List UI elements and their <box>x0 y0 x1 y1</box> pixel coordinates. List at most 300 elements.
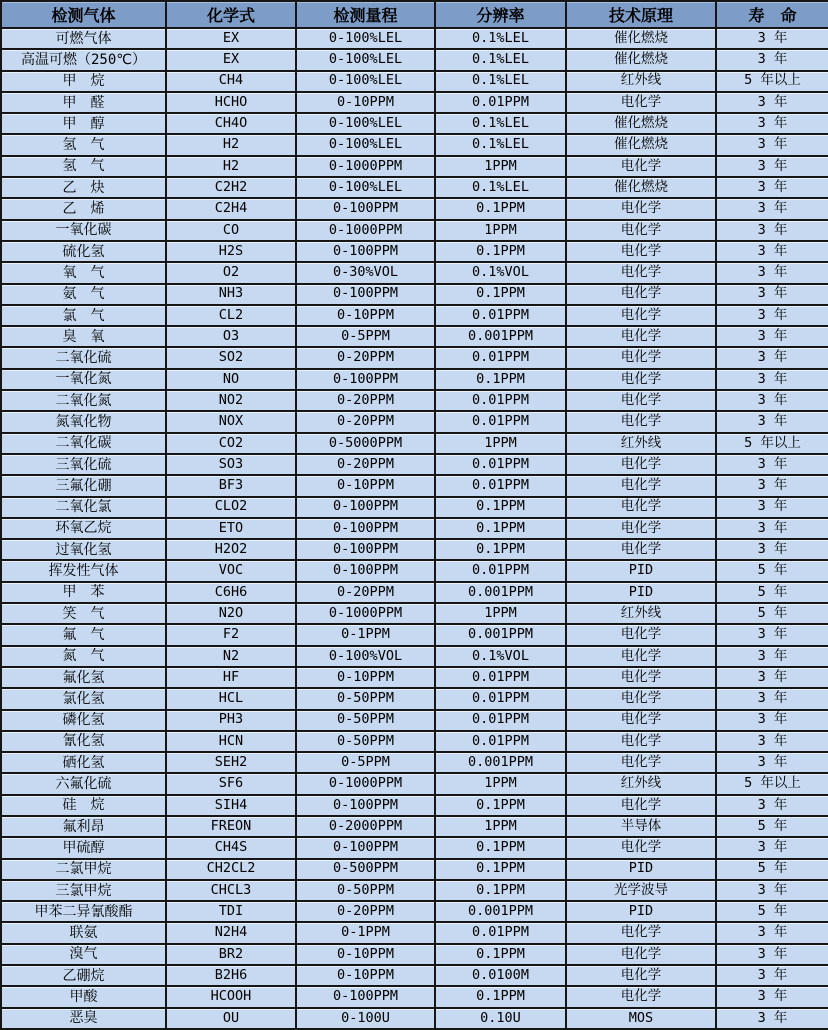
table-row <box>1 1008 828 1029</box>
cell-resolution: 0.01PPM <box>435 560 566 581</box>
cell-principle: 电化学 <box>566 965 716 986</box>
cell-principle: 电化学 <box>566 156 716 177</box>
cell-range: 0-100%LEL <box>296 177 435 198</box>
cell-range: 0-100PPM <box>296 986 435 1007</box>
cell-formula: SF6 <box>166 773 296 794</box>
cell-range: 0-100PPM <box>296 284 435 305</box>
cell-principle: 催化燃烧 <box>566 134 716 155</box>
cell-gas: 过氧化氢 <box>1 539 166 560</box>
cell-principle: 光学波导 <box>566 880 716 901</box>
cell-resolution: 1PPM <box>435 603 566 624</box>
table-row <box>1 965 828 986</box>
cell-principle: MOS <box>566 1008 716 1029</box>
cell-resolution: 0.001PPM <box>435 326 566 347</box>
cell-lifespan: 5 年以上 <box>716 71 828 92</box>
cell-range: 0-20PPM <box>296 390 435 411</box>
cell-lifespan: 3 年 <box>716 411 828 432</box>
cell-range: 0-50PPM <box>296 710 435 731</box>
table-row <box>1 539 828 560</box>
cell-formula: N2H4 <box>166 922 296 943</box>
cell-gas: 甲酸 <box>1 986 166 1007</box>
cell-range: 0-1PPM <box>296 922 435 943</box>
cell-formula: H2O2 <box>166 539 296 560</box>
cell-principle: 电化学 <box>566 284 716 305</box>
cell-resolution: 0.1PPM <box>435 497 566 518</box>
table-row <box>1 411 828 432</box>
cell-gas: 氧 气 <box>1 262 166 283</box>
table-row <box>1 156 828 177</box>
cell-formula: CH4S <box>166 837 296 858</box>
cell-range: 0-5PPM <box>296 326 435 347</box>
cell-resolution: 0.1PPM <box>435 241 566 262</box>
cell-formula: H2S <box>166 241 296 262</box>
cell-formula: BR2 <box>166 944 296 965</box>
cell-formula: HCHO <box>166 92 296 113</box>
table-row <box>1 752 828 773</box>
cell-gas: 氮 气 <box>1 646 166 667</box>
cell-lifespan: 3 年 <box>716 944 828 965</box>
cell-gas: 乙 炔 <box>1 177 166 198</box>
cell-lifespan: 3 年 <box>716 241 828 262</box>
cell-lifespan: 3 年 <box>716 752 828 773</box>
cell-principle: 电化学 <box>566 454 716 475</box>
cell-gas: 氯 气 <box>1 305 166 326</box>
cell-principle: 电化学 <box>566 710 716 731</box>
column-header-principle: 技术原理 <box>566 1 716 28</box>
cell-lifespan: 3 年 <box>716 965 828 986</box>
table-row <box>1 837 828 858</box>
cell-resolution: 0.1PPM <box>435 880 566 901</box>
cell-lifespan: 3 年 <box>716 624 828 645</box>
cell-range: 0-100PPM <box>296 241 435 262</box>
cell-lifespan: 3 年 <box>716 454 828 475</box>
cell-formula: CH4O <box>166 113 296 134</box>
table-row <box>1 220 828 241</box>
cell-principle: 电化学 <box>566 92 716 113</box>
cell-formula: CO2 <box>166 433 296 454</box>
cell-principle: PID <box>566 560 716 581</box>
cell-formula: NO <box>166 369 296 390</box>
cell-resolution: 0.01PPM <box>435 667 566 688</box>
table-row <box>1 326 828 347</box>
table-row <box>1 986 828 1007</box>
cell-range: 0-20PPM <box>296 347 435 368</box>
table-row <box>1 880 828 901</box>
cell-gas: 氟化氢 <box>1 667 166 688</box>
cell-range: 0-100PPM <box>296 369 435 390</box>
cell-gas: 二氧化氮 <box>1 390 166 411</box>
cell-principle: 电化学 <box>566 262 716 283</box>
cell-range: 0-10PPM <box>296 305 435 326</box>
cell-lifespan: 3 年 <box>716 177 828 198</box>
cell-gas: 三氟化硼 <box>1 475 166 496</box>
cell-lifespan: 3 年 <box>716 475 828 496</box>
cell-range: 0-100U <box>296 1008 435 1029</box>
cell-lifespan: 3 年 <box>716 134 828 155</box>
cell-principle: 催化燃烧 <box>566 177 716 198</box>
cell-range: 0-100PPM <box>296 560 435 581</box>
cell-formula: F2 <box>166 624 296 645</box>
table-row <box>1 795 828 816</box>
header-row <box>1 1 828 28</box>
cell-lifespan: 3 年 <box>716 347 828 368</box>
cell-resolution: 0.1%LEL <box>435 49 566 70</box>
cell-gas: 氢 气 <box>1 156 166 177</box>
cell-lifespan: 3 年 <box>716 710 828 731</box>
table-row <box>1 901 828 922</box>
cell-principle: 电化学 <box>566 667 716 688</box>
table-row <box>1 347 828 368</box>
cell-formula: SEH2 <box>166 752 296 773</box>
cell-formula: CL2 <box>166 305 296 326</box>
cell-resolution: 0.1%VOL <box>435 646 566 667</box>
table-row <box>1 284 828 305</box>
cell-lifespan: 3 年 <box>716 198 828 219</box>
cell-range: 0-5000PPM <box>296 433 435 454</box>
cell-lifespan: 3 年 <box>716 795 828 816</box>
table-row <box>1 28 828 49</box>
cell-range: 0-100PPM <box>296 539 435 560</box>
cell-resolution: 0.01PPM <box>435 92 566 113</box>
table-row <box>1 624 828 645</box>
cell-range: 0-20PPM <box>296 411 435 432</box>
cell-formula: HCN <box>166 731 296 752</box>
cell-gas: 硫化氢 <box>1 241 166 262</box>
cell-lifespan: 3 年 <box>716 284 828 305</box>
cell-lifespan: 5 年以上 <box>716 433 828 454</box>
table-row <box>1 497 828 518</box>
cell-range: 0-2000PPM <box>296 816 435 837</box>
cell-resolution: 0.1PPM <box>435 539 566 560</box>
cell-resolution: 0.1PPM <box>435 986 566 1007</box>
cell-range: 0-100%VOL <box>296 646 435 667</box>
cell-lifespan: 3 年 <box>716 667 828 688</box>
cell-resolution: 0.0100M <box>435 965 566 986</box>
cell-gas: 甲 烷 <box>1 71 166 92</box>
table-row <box>1 262 828 283</box>
cell-range: 0-100%LEL <box>296 71 435 92</box>
cell-gas: 氨 气 <box>1 284 166 305</box>
cell-formula: OU <box>166 1008 296 1029</box>
cell-resolution: 0.1PPM <box>435 518 566 539</box>
cell-lifespan: 5 年 <box>716 816 828 837</box>
cell-formula: TDI <box>166 901 296 922</box>
cell-lifespan: 3 年 <box>716 390 828 411</box>
table-row <box>1 92 828 113</box>
column-header-resolution: 分辨率 <box>435 1 566 28</box>
cell-principle: 电化学 <box>566 326 716 347</box>
cell-lifespan: 3 年 <box>716 1008 828 1029</box>
cell-gas: 三氯甲烷 <box>1 880 166 901</box>
cell-principle: 电化学 <box>566 305 716 326</box>
cell-lifespan: 5 年 <box>716 582 828 603</box>
cell-lifespan: 3 年 <box>716 113 828 134</box>
cell-range: 0-1000PPM <box>296 603 435 624</box>
cell-formula: NO2 <box>166 390 296 411</box>
cell-range: 0-5PPM <box>296 752 435 773</box>
cell-formula: FREON <box>166 816 296 837</box>
cell-gas: 挥发性气体 <box>1 560 166 581</box>
cell-gas: 二氧化碳 <box>1 433 166 454</box>
table-body <box>1 28 828 1029</box>
cell-gas: 二氧化硫 <box>1 347 166 368</box>
cell-range: 0-1000PPM <box>296 156 435 177</box>
cell-formula: NOX <box>166 411 296 432</box>
cell-gas: 环氧乙烷 <box>1 518 166 539</box>
column-header-range: 检测量程 <box>296 1 435 28</box>
cell-gas: 溴气 <box>1 944 166 965</box>
cell-range: 0-100PPM <box>296 795 435 816</box>
table-row <box>1 688 828 709</box>
cell-range: 0-10PPM <box>296 965 435 986</box>
cell-resolution: 1PPM <box>435 433 566 454</box>
cell-lifespan: 3 年 <box>716 305 828 326</box>
cell-formula: PH3 <box>166 710 296 731</box>
table-row <box>1 944 828 965</box>
cell-principle: PID <box>566 859 716 880</box>
cell-gas: 可燃气体 <box>1 28 166 49</box>
cell-lifespan: 5 年 <box>716 901 828 922</box>
cell-principle: 电化学 <box>566 220 716 241</box>
table-row <box>1 113 828 134</box>
cell-lifespan: 3 年 <box>716 156 828 177</box>
cell-gas: 磷化氢 <box>1 710 166 731</box>
table-row <box>1 475 828 496</box>
cell-resolution: 0.10U <box>435 1008 566 1029</box>
cell-lifespan: 3 年 <box>716 880 828 901</box>
cell-lifespan: 3 年 <box>716 220 828 241</box>
cell-gas: 氟 气 <box>1 624 166 645</box>
column-header-gas: 检测气体 <box>1 1 166 28</box>
cell-principle: 催化燃烧 <box>566 49 716 70</box>
cell-principle: 电化学 <box>566 369 716 390</box>
cell-principle: 电化学 <box>566 837 716 858</box>
cell-resolution: 0.1%LEL <box>435 113 566 134</box>
table-row <box>1 241 828 262</box>
cell-lifespan: 5 年以上 <box>716 773 828 794</box>
cell-gas: 氮氧化物 <box>1 411 166 432</box>
cell-gas: 三氧化硫 <box>1 454 166 475</box>
table-row <box>1 134 828 155</box>
cell-range: 0-1000PPM <box>296 773 435 794</box>
cell-principle: 电化学 <box>566 986 716 1007</box>
table-row <box>1 773 828 794</box>
cell-lifespan: 3 年 <box>716 497 828 518</box>
cell-gas: 二氧化氯 <box>1 497 166 518</box>
cell-principle: 催化燃烧 <box>566 28 716 49</box>
cell-formula: O3 <box>166 326 296 347</box>
cell-lifespan: 3 年 <box>716 28 828 49</box>
cell-gas: 甲 醇 <box>1 113 166 134</box>
table-row <box>1 603 828 624</box>
cell-formula: SIH4 <box>166 795 296 816</box>
cell-lifespan: 3 年 <box>716 326 828 347</box>
cell-range: 0-500PPM <box>296 859 435 880</box>
cell-resolution: 0.001PPM <box>435 624 566 645</box>
column-header-formula: 化学式 <box>166 1 296 28</box>
table-row <box>1 390 828 411</box>
cell-resolution: 0.01PPM <box>435 305 566 326</box>
cell-resolution: 0.1PPM <box>435 859 566 880</box>
cell-resolution: 1PPM <box>435 220 566 241</box>
cell-formula: BF3 <box>166 475 296 496</box>
cell-resolution: 0.1PPM <box>435 198 566 219</box>
cell-resolution: 0.01PPM <box>435 411 566 432</box>
cell-formula: H2 <box>166 156 296 177</box>
cell-principle: 电化学 <box>566 497 716 518</box>
cell-formula: CO <box>166 220 296 241</box>
cell-resolution: 0.01PPM <box>435 347 566 368</box>
cell-range: 0-20PPM <box>296 454 435 475</box>
table-row <box>1 198 828 219</box>
cell-principle: 电化学 <box>566 646 716 667</box>
cell-gas: 一氧化氮 <box>1 369 166 390</box>
cell-principle: 电化学 <box>566 795 716 816</box>
cell-formula: CLO2 <box>166 497 296 518</box>
cell-formula: CH4 <box>166 71 296 92</box>
cell-gas: 氯化氢 <box>1 688 166 709</box>
cell-range: 0-100PPM <box>296 518 435 539</box>
cell-resolution: 1PPM <box>435 156 566 177</box>
cell-resolution: 0.01PPM <box>435 731 566 752</box>
cell-lifespan: 3 年 <box>716 539 828 560</box>
cell-principle: 红外线 <box>566 773 716 794</box>
cell-principle: 电化学 <box>566 688 716 709</box>
cell-lifespan: 3 年 <box>716 49 828 70</box>
cell-lifespan: 3 年 <box>716 922 828 943</box>
cell-range: 0-10PPM <box>296 475 435 496</box>
cell-lifespan: 3 年 <box>716 262 828 283</box>
cell-principle: 电化学 <box>566 624 716 645</box>
cell-gas: 乙 烯 <box>1 198 166 219</box>
cell-range: 0-50PPM <box>296 880 435 901</box>
cell-formula: EX <box>166 49 296 70</box>
cell-formula: CHCL3 <box>166 880 296 901</box>
cell-lifespan: 3 年 <box>716 518 828 539</box>
table-row <box>1 369 828 390</box>
cell-lifespan: 3 年 <box>716 369 828 390</box>
cell-principle: 红外线 <box>566 71 716 92</box>
cell-lifespan: 3 年 <box>716 731 828 752</box>
cell-resolution: 0.01PPM <box>435 922 566 943</box>
cell-principle: 电化学 <box>566 241 716 262</box>
cell-range: 0-20PPM <box>296 901 435 922</box>
cell-gas: 笑 气 <box>1 603 166 624</box>
cell-principle: 电化学 <box>566 518 716 539</box>
cell-gas: 甲 苯 <box>1 582 166 603</box>
cell-principle: 半导体 <box>566 816 716 837</box>
cell-gas: 高温可燃（250℃） <box>1 49 166 70</box>
cell-principle: 电化学 <box>566 944 716 965</box>
cell-gas: 联氨 <box>1 922 166 943</box>
cell-range: 0-100PPM <box>296 198 435 219</box>
cell-principle: 电化学 <box>566 752 716 773</box>
cell-principle: 电化学 <box>566 922 716 943</box>
cell-resolution: 0.1%LEL <box>435 71 566 92</box>
cell-formula: B2H6 <box>166 965 296 986</box>
cell-formula: EX <box>166 28 296 49</box>
column-header-lifespan: 寿 命 <box>716 1 828 28</box>
table-row <box>1 518 828 539</box>
table-row <box>1 49 828 70</box>
cell-range: 0-10PPM <box>296 667 435 688</box>
cell-principle: 电化学 <box>566 198 716 219</box>
cell-formula: O2 <box>166 262 296 283</box>
cell-gas: 氢 气 <box>1 134 166 155</box>
cell-range: 0-50PPM <box>296 688 435 709</box>
cell-principle: 催化燃烧 <box>566 113 716 134</box>
cell-range: 0-1000PPM <box>296 220 435 241</box>
cell-formula: N2 <box>166 646 296 667</box>
cell-gas: 硒化氢 <box>1 752 166 773</box>
cell-formula: C6H6 <box>166 582 296 603</box>
cell-gas: 甲硫醇 <box>1 837 166 858</box>
cell-resolution: 0.001PPM <box>435 752 566 773</box>
cell-formula: SO3 <box>166 454 296 475</box>
cell-resolution: 0.1PPM <box>435 944 566 965</box>
cell-principle: 电化学 <box>566 731 716 752</box>
table-row <box>1 454 828 475</box>
cell-formula: HCL <box>166 688 296 709</box>
cell-resolution: 1PPM <box>435 773 566 794</box>
cell-principle: 红外线 <box>566 433 716 454</box>
table-row <box>1 816 828 837</box>
cell-formula: HCOOH <box>166 986 296 1007</box>
table-row <box>1 305 828 326</box>
cell-range: 0-100PPM <box>296 837 435 858</box>
cell-gas: 甲 醛 <box>1 92 166 113</box>
cell-resolution: 0.01PPM <box>435 475 566 496</box>
cell-gas: 氟利昂 <box>1 816 166 837</box>
cell-resolution: 0.01PPM <box>435 390 566 411</box>
cell-principle: 红外线 <box>566 603 716 624</box>
cell-principle: PID <box>566 582 716 603</box>
cell-range: 0-100PPM <box>296 497 435 518</box>
table-row <box>1 859 828 880</box>
cell-resolution: 0.1PPM <box>435 795 566 816</box>
cell-resolution: 0.01PPM <box>435 688 566 709</box>
cell-gas: 臭 氧 <box>1 326 166 347</box>
cell-range: 0-100%LEL <box>296 113 435 134</box>
cell-range: 0-100%LEL <box>296 28 435 49</box>
cell-gas: 甲苯二异氰酸酯 <box>1 901 166 922</box>
cell-gas: 硅 烷 <box>1 795 166 816</box>
cell-lifespan: 3 年 <box>716 837 828 858</box>
table-row <box>1 71 828 92</box>
cell-gas: 六氟化硫 <box>1 773 166 794</box>
cell-formula: CH2CL2 <box>166 859 296 880</box>
cell-formula: C2H2 <box>166 177 296 198</box>
cell-formula: H2 <box>166 134 296 155</box>
cell-gas: 二氯甲烷 <box>1 859 166 880</box>
cell-formula: SO2 <box>166 347 296 368</box>
cell-formula: VOC <box>166 560 296 581</box>
cell-resolution: 0.01PPM <box>435 454 566 475</box>
cell-lifespan: 3 年 <box>716 646 828 667</box>
cell-range: 0-1PPM <box>296 624 435 645</box>
cell-formula: NH3 <box>166 284 296 305</box>
table-row <box>1 710 828 731</box>
cell-lifespan: 5 年 <box>716 560 828 581</box>
cell-formula: C2H4 <box>166 198 296 219</box>
cell-lifespan: 5 年 <box>716 603 828 624</box>
cell-principle: 电化学 <box>566 475 716 496</box>
cell-resolution: 0.1%LEL <box>435 177 566 198</box>
cell-gas: 氰化氢 <box>1 731 166 752</box>
table-row <box>1 731 828 752</box>
cell-gas: 恶臭 <box>1 1008 166 1029</box>
cell-resolution: 0.01PPM <box>435 710 566 731</box>
